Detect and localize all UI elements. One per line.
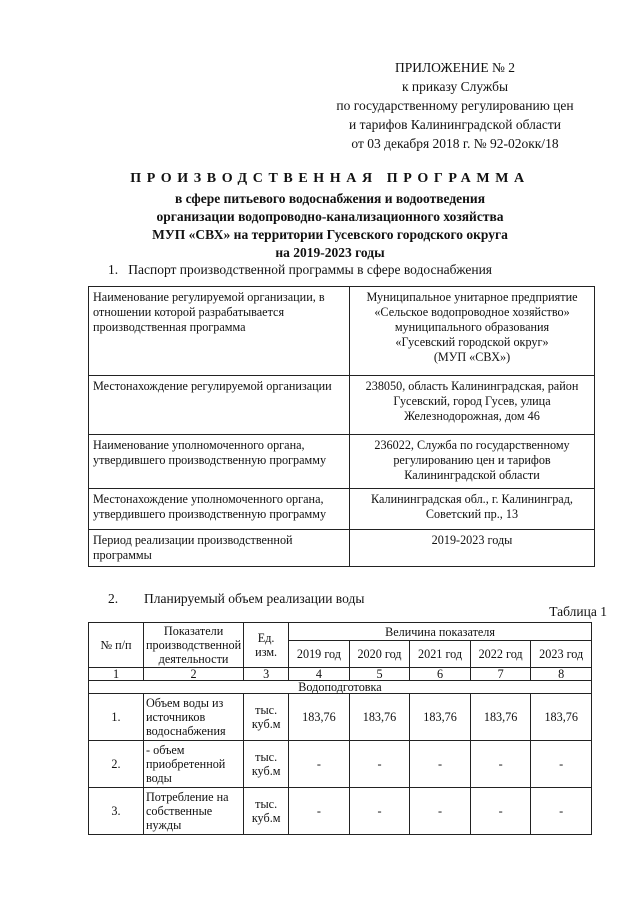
- value-line: Калининградская обл., г. Калининград,: [371, 492, 573, 506]
- value-line: «Гусевский городской округ»: [395, 335, 549, 349]
- plan-table: [88, 622, 592, 835]
- value-line: (МУП «СВХ»): [433, 350, 511, 364]
- title-period: на 2019-2023 годы: [275, 245, 385, 260]
- row-value: -: [410, 741, 471, 788]
- row-unit: тыс. куб.м: [244, 741, 289, 788]
- section-1-heading: [108, 262, 492, 278]
- header-unit: Ед. изм.: [244, 623, 289, 668]
- appendix-line: по государственному регулированию цен: [336, 98, 574, 113]
- header-year: 2019 год: [289, 641, 350, 668]
- row-value: -: [289, 741, 350, 788]
- section-number: 2.: [108, 591, 119, 606]
- document-title: [60, 170, 600, 262]
- header-value-group: Величина показателя: [289, 623, 592, 641]
- row-value: -: [531, 741, 592, 788]
- row-value: -: [531, 788, 592, 835]
- appendix-title: ПРИЛОЖЕНИЕ № 2: [394, 60, 516, 75]
- appendix-line: и тарифов Калининградской области: [349, 117, 561, 132]
- passport-value: [350, 530, 595, 567]
- section-2-heading: [108, 591, 364, 607]
- header-year: 2020 год: [349, 641, 410, 668]
- section-title: Паспорт производственной программы в сфере водоснабжения: [128, 262, 493, 277]
- table-index-row: [89, 668, 592, 681]
- row-value: 183,76: [349, 694, 410, 741]
- table-row: [89, 376, 595, 435]
- passport-value: [350, 376, 595, 435]
- table-row: [89, 741, 592, 788]
- passport-label: Местонахождение уполномоченного органа, утвердившего производственную программу: [89, 489, 350, 530]
- index-cell: 2: [144, 668, 244, 681]
- appendix-header: [300, 58, 610, 153]
- title-line: в сфере питьевого водоснабжения и водоотведения: [174, 191, 486, 206]
- row-indicator: Объем воды из источников водоснабжения: [144, 694, 244, 741]
- table-row: [89, 489, 595, 530]
- table-row: [89, 788, 592, 835]
- value-line: Гусевский, город Гусев, улица: [393, 394, 551, 408]
- row-value: -: [470, 788, 531, 835]
- row-num: 3.: [89, 788, 144, 835]
- passport-label: Наименование уполномоченного органа, утвердившего производственную программу: [89, 435, 350, 489]
- index-cell: 1: [89, 668, 144, 681]
- header-year: 2022 год: [470, 641, 531, 668]
- index-cell: 7: [470, 668, 531, 681]
- passport-label: Местонахождение регулируемой организации: [89, 376, 350, 435]
- table-row: [89, 435, 595, 489]
- table-label: Таблица 1: [549, 604, 607, 619]
- section-title-cell: Водоподготовка: [89, 681, 592, 694]
- index-cell: 5: [349, 668, 410, 681]
- row-value: -: [289, 788, 350, 835]
- row-num: 1.: [89, 694, 144, 741]
- passport-value: [350, 489, 595, 530]
- value-line: 238050, область Калининградская, район: [365, 379, 579, 393]
- table-row: [89, 694, 592, 741]
- title-line: МУП «СВХ» на территории Гусевского городского округа: [152, 227, 508, 242]
- row-value: 183,76: [410, 694, 471, 741]
- index-cell: 8: [531, 668, 592, 681]
- row-value: -: [410, 788, 471, 835]
- header-num: № п/п: [89, 623, 144, 668]
- value-line: 2019-2023 годы: [431, 533, 513, 547]
- section-number: 1.: [108, 262, 119, 277]
- passport-label: Период реализации производственной программы: [89, 530, 350, 567]
- passport-value: [350, 435, 595, 489]
- row-value: -: [349, 741, 410, 788]
- value-line: Муниципальное унитарное предприятие: [366, 290, 578, 304]
- row-value: -: [349, 788, 410, 835]
- value-line: муниципального образования: [394, 320, 550, 334]
- passport-value: [350, 287, 595, 376]
- title-main: ПРОИЗВОДСТВЕННАЯ ПРОГРАММА: [130, 171, 530, 186]
- row-value: 183,76: [470, 694, 531, 741]
- row-unit: тыс. куб.м: [244, 694, 289, 741]
- row-value: -: [470, 741, 531, 788]
- index-cell: 4: [289, 668, 350, 681]
- appendix-order-date: от 03 декабря 2018 г. № 92-02окк/18: [351, 136, 559, 151]
- passport-table: [88, 286, 595, 567]
- value-line: 236022, Служба по государственному: [374, 438, 570, 452]
- table-section-row: [89, 681, 592, 694]
- value-line: Железнодорожная, дом 46: [404, 409, 540, 423]
- appendix-line: к приказу Службы: [401, 79, 509, 94]
- value-line: Калининградской области: [404, 468, 540, 482]
- passport-label: Наименование регулируемой организации, в отношении которой разрабатывается производственная программа: [89, 287, 350, 376]
- index-cell: 6: [410, 668, 471, 681]
- row-indicator: - объем приобретенной воды: [144, 741, 244, 788]
- value-line: Советский пр., 13: [425, 507, 519, 521]
- table-header-row: [89, 623, 592, 641]
- table-row: [89, 287, 595, 376]
- row-value: 183,76: [289, 694, 350, 741]
- header-year: 2023 год: [531, 641, 592, 668]
- header-year: 2021 год: [410, 641, 471, 668]
- row-unit: тыс. куб.м: [244, 788, 289, 835]
- row-value: 183,76: [531, 694, 592, 741]
- value-line: регулированию цен и тарифов: [393, 453, 551, 467]
- row-indicator: Потребление на собственные нужды: [144, 788, 244, 835]
- title-line: организации водопроводно-канализационного хозяйства: [156, 209, 504, 224]
- row-num: 2.: [89, 741, 144, 788]
- header-indicator: Показатели производственной деятельности: [144, 623, 244, 668]
- value-line: «Сельское водопроводное хозяйство»: [374, 305, 570, 319]
- table-row: [89, 530, 595, 567]
- section-title: Планируемый объем реализации воды: [144, 591, 365, 606]
- index-cell: 3: [244, 668, 289, 681]
